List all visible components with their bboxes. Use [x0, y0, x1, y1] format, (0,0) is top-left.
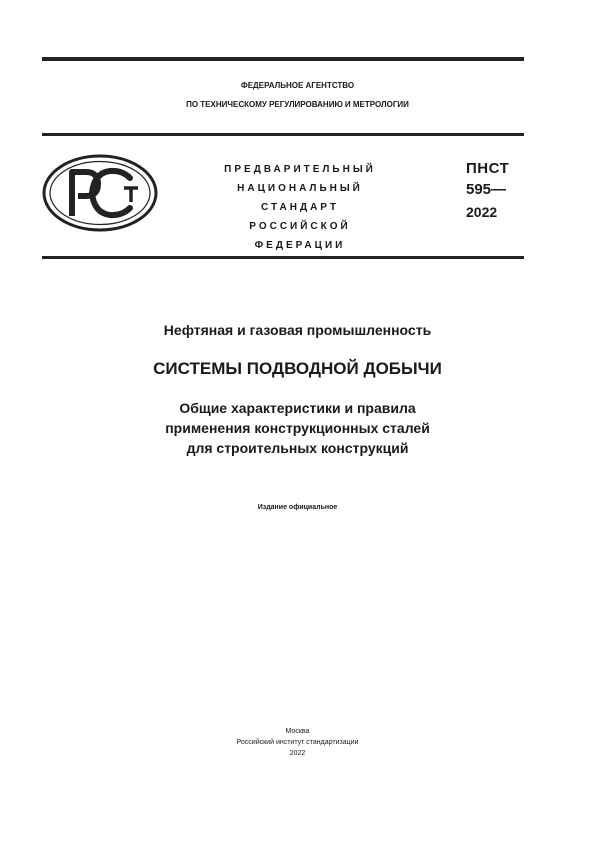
standard-designation	[466, 158, 509, 223]
gost-r-logo-icon	[42, 154, 158, 232]
main-title: СИСТЕМЫ ПОДВОДНОЙ ДОБЫЧИ	[153, 359, 442, 378]
imprint-city: Москва	[285, 728, 310, 735]
subtitle	[0, 398, 595, 458]
subtitle-line: для строительных конструкций	[186, 440, 409, 456]
imprint-year: 2022	[289, 750, 306, 757]
agency-line-2: ПО ТЕХНИЧЕСКОМУ РЕГУЛИРОВАНИЮ И МЕТРОЛОГИИ	[186, 100, 409, 109]
subtitle-line: Общие характеристики и правила	[179, 400, 416, 416]
standard-type-line: НАЦИОНАЛЬНЫЙ	[237, 183, 363, 194]
middle-rule	[42, 133, 524, 136]
subtitle-line: применения конструкционных сталей	[165, 420, 430, 436]
imprint-publisher: Российский институт стандартизации	[236, 739, 359, 746]
standard-type	[200, 160, 400, 255]
standard-type-line: ФЕДЕРАЦИИ	[254, 240, 346, 251]
designation-number: 595—	[466, 181, 507, 198]
standard-type-line: ПРЕДВАРИТЕЛЬНЫЙ	[224, 164, 376, 175]
agency-line-1: ФЕДЕРАЛЬНОЕ АГЕНТСТВО	[240, 81, 355, 90]
imprint	[0, 726, 595, 759]
designation-prefix: ПНСТ	[466, 160, 510, 177]
designation-year: 2022	[466, 204, 498, 220]
standard-type-line: РОССИЙСКОЙ	[249, 221, 351, 232]
bottom-rule	[42, 256, 524, 259]
top-rule	[42, 57, 524, 61]
standard-type-line: СТАНДАРТ	[261, 202, 339, 213]
industry-title: Нефтяная и газовая промышленность	[163, 322, 432, 338]
edition-note: Издание официальное	[257, 504, 338, 511]
